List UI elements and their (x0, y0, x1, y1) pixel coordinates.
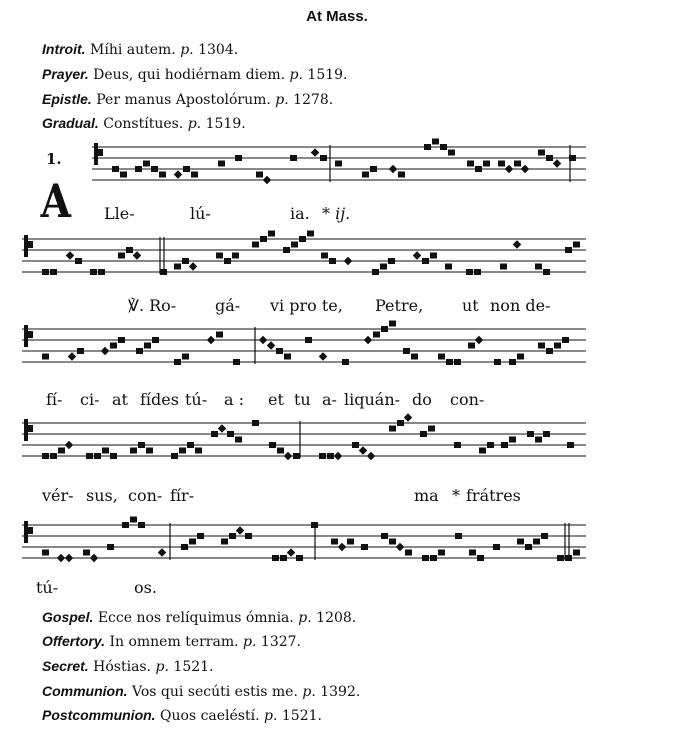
neume-note (120, 172, 127, 178)
neume-note (446, 359, 453, 365)
neume-note (546, 348, 553, 354)
neume-note (466, 269, 473, 275)
neume-note (535, 264, 542, 270)
neume-note (126, 247, 133, 253)
neume-note (221, 539, 228, 545)
page-number: 1519. (307, 67, 348, 83)
neume-note (509, 437, 516, 443)
proper-gospel (42, 608, 356, 627)
neume-note (543, 431, 550, 437)
neume-note (57, 554, 65, 562)
neume-note (468, 343, 475, 349)
neume-note (573, 550, 580, 556)
neume-note (296, 555, 303, 561)
proper-text: Vos qui secúti estis me. (132, 684, 298, 700)
neume-note (335, 161, 342, 167)
clef-glyph (24, 325, 28, 347)
neume-note (146, 448, 153, 454)
neume-note (218, 161, 225, 167)
proper-text: In omnem terram. (109, 634, 239, 650)
neume-note (554, 343, 561, 349)
neume-note (187, 442, 194, 448)
neume-note (181, 544, 188, 550)
neume-note (338, 543, 346, 551)
neume-note (430, 253, 437, 259)
proper-label: Postcommunion. (42, 707, 156, 723)
neume-note (227, 431, 234, 437)
neume-note (75, 258, 82, 264)
neume-note (151, 166, 158, 172)
neume-note (229, 533, 236, 539)
neume-note (454, 359, 461, 365)
neume-note (252, 242, 259, 248)
proper-text: Deus, qui hodiérnam diem. (93, 67, 286, 83)
neume-note (533, 539, 540, 545)
neume-note (319, 352, 327, 360)
neume-note (107, 544, 114, 550)
neume-note (143, 161, 150, 167)
lyric-syllable: fír- (170, 486, 195, 505)
neume-note (565, 247, 572, 253)
neume-note (525, 544, 532, 550)
neume-note (65, 441, 73, 449)
lyric-syllable: a- (322, 390, 337, 409)
neume-note (101, 347, 109, 355)
lyric-syllable: lú- (190, 204, 211, 223)
neume-note (573, 242, 580, 248)
proper-text: Ecce nos relíquimus ómnia. (97, 610, 294, 626)
neume-note (311, 522, 318, 528)
neume-note (283, 247, 290, 253)
lyric-syllable: vér- (42, 486, 74, 505)
neume-note (475, 166, 482, 172)
neume-note (232, 253, 239, 259)
neume-note (118, 253, 125, 259)
lyric-syllable: liquán- (344, 390, 401, 409)
neume-note (159, 172, 166, 178)
proper-text: Quos caeléstí. (160, 708, 260, 724)
neume-note (422, 258, 429, 264)
neume-note (527, 431, 534, 437)
neume-note (174, 170, 182, 178)
neume-note (252, 420, 259, 426)
neume-note (553, 159, 561, 167)
clef-glyph (28, 331, 33, 338)
neume-note (136, 348, 143, 354)
proper-communion (42, 682, 360, 701)
clef-glyph (94, 143, 98, 165)
proper-text: Míhi autem. (90, 42, 176, 58)
neume-note (367, 452, 375, 460)
page-number: 1327. (260, 634, 301, 650)
neume-note (287, 548, 295, 556)
lyric-syllable: ma (414, 486, 439, 505)
neume-note (179, 448, 186, 454)
lyric-syllable: do (412, 390, 432, 409)
neume-note (112, 166, 119, 172)
neume-note (389, 539, 396, 545)
clef-glyph (28, 527, 33, 534)
neume-note (543, 269, 550, 275)
neume-note (267, 341, 275, 349)
lyric-syllable: ia. (290, 204, 310, 223)
neume-note (98, 269, 105, 275)
neume-note (90, 269, 97, 275)
neume-note (364, 336, 372, 344)
page-number: 1521. (173, 659, 214, 675)
neume-note (388, 258, 395, 264)
neume-note (130, 448, 137, 454)
page-abbrev: p. (180, 42, 194, 58)
neume-note (329, 258, 336, 264)
neume-note (195, 448, 202, 454)
neume-note (174, 359, 181, 365)
neume-note (58, 448, 65, 454)
neume-note (236, 526, 244, 534)
lyric-syllable: os. (134, 578, 157, 597)
neume-note (291, 242, 298, 248)
neume-note (373, 332, 380, 338)
neume-note (299, 236, 306, 242)
neume-note (334, 452, 342, 460)
neume-note (224, 258, 231, 264)
neume-note (475, 336, 483, 344)
neume-note (183, 166, 190, 172)
neume-note (138, 522, 145, 528)
neume-note (50, 453, 57, 459)
neume-note (122, 522, 129, 528)
neume-note (565, 555, 572, 561)
lyric-syllable: ℣. Ro- (128, 296, 177, 315)
neume-note (403, 348, 410, 354)
neume-note (197, 533, 204, 539)
lyric-syllable: at (112, 390, 128, 409)
neume-note (307, 231, 314, 237)
lyric-syllable: gá- (215, 296, 241, 315)
neume-note (438, 550, 445, 556)
neume-note (380, 264, 387, 270)
neume-note (438, 354, 445, 360)
neume-note (263, 176, 271, 184)
neume-note (514, 161, 521, 167)
neume-note (352, 442, 359, 448)
neume-note (405, 550, 412, 556)
neume-note (135, 166, 142, 172)
proper-label: Prayer. (42, 66, 89, 82)
page-heading: At Mass. (306, 8, 368, 25)
chant-initial: A (40, 174, 72, 228)
neume-note (235, 437, 242, 443)
neume-note (86, 453, 93, 459)
lyric-syllable: a : (224, 390, 245, 409)
neume-note (370, 166, 377, 172)
page-abbrev: p. (275, 92, 289, 108)
lyric-syllable: tú- (185, 390, 208, 409)
page-number: 1208. (316, 610, 357, 626)
neume-note (269, 442, 276, 448)
proper-text: Hóstias. (93, 659, 152, 675)
neume-note (245, 533, 252, 539)
neume-note (517, 354, 524, 360)
neume-note (397, 420, 404, 426)
neume-note (469, 550, 476, 556)
neume-note (260, 236, 267, 242)
neume-note (66, 251, 74, 259)
lyric-syllable: tu (294, 390, 311, 409)
neume-note (42, 354, 49, 360)
neume-note (118, 337, 125, 343)
neume-note (272, 555, 279, 561)
proper-label: Introit. (42, 41, 86, 57)
neume-note (347, 539, 354, 545)
neume-note (189, 262, 197, 270)
neume-note (327, 453, 334, 459)
neume-note (182, 258, 189, 264)
neume-note (404, 413, 412, 421)
neume-note (94, 453, 101, 459)
neume-note (42, 550, 49, 556)
neume-note (430, 555, 437, 561)
neume-note (372, 269, 379, 275)
neume-note (487, 442, 494, 448)
proper-label: Offertory. (42, 633, 106, 649)
page-number: 1304. (198, 42, 239, 58)
page-abbrev: p. (264, 708, 278, 724)
neume-note (455, 533, 462, 539)
proper-label: Secret. (42, 658, 89, 674)
neume-note (90, 554, 98, 562)
neume-note (381, 326, 388, 332)
neume-note (498, 161, 505, 167)
proper-label: Gospel. (42, 609, 94, 625)
neume-note (389, 321, 396, 327)
neume-note (569, 155, 576, 161)
neume-note (211, 431, 218, 437)
neume-note (493, 544, 500, 550)
neume-note (276, 348, 283, 354)
neume-note (501, 442, 508, 448)
lyric-syllable: fídes (140, 390, 179, 409)
neume-note (216, 253, 223, 259)
neume-note (42, 269, 49, 275)
neume-note (389, 426, 396, 432)
neume-note (235, 155, 242, 161)
proper-secret (42, 657, 214, 676)
page-number: 1392. (320, 684, 361, 700)
neume-note (467, 161, 474, 167)
chant-number: 1. (46, 150, 62, 168)
lyric-syllable: frátres (466, 486, 521, 505)
lyric-syllable: vi pro te, (270, 296, 343, 315)
neume-note (361, 544, 368, 550)
neume-note (280, 555, 287, 561)
neume-note (477, 555, 484, 561)
neume-note (424, 144, 431, 150)
proper-text: Per manus Apostolórum. (96, 92, 271, 108)
neume-note (42, 453, 49, 459)
lyric-syllable: et (268, 390, 284, 409)
neume-note (454, 442, 461, 448)
lyric-syllable: fí- (46, 390, 63, 409)
neume-note (218, 424, 226, 432)
clef-glyph (24, 235, 28, 257)
neume-note (256, 172, 263, 178)
lyric-syllable: sus, (86, 486, 118, 505)
neume-note (77, 348, 84, 354)
neume-note (500, 264, 507, 270)
neume-note (362, 172, 369, 178)
lyric-syllable: non de- (490, 296, 551, 315)
lyric-syllable: Lle- (104, 204, 135, 223)
proper-label: Communion. (42, 683, 128, 699)
neume-note (216, 332, 223, 338)
neume-note (102, 448, 109, 454)
neume-note (290, 155, 297, 161)
neume-note (538, 150, 545, 156)
neume-note (359, 446, 367, 454)
neume-note (138, 442, 145, 448)
neume-note (160, 269, 167, 275)
neume-note (494, 359, 501, 365)
lyric-syllable: ut (462, 296, 479, 315)
clef-glyph (24, 521, 28, 543)
lyric-syllable: ci- (80, 390, 100, 409)
neume-note (259, 336, 267, 344)
neume-note (505, 165, 513, 173)
lyric-syllable: * ij. (322, 204, 351, 223)
neume-note (311, 148, 319, 156)
lyric-syllable: con- (450, 390, 485, 409)
neume-note (440, 144, 447, 150)
neume-note (398, 172, 405, 178)
neume-note (305, 337, 312, 343)
page-number: 1519. (205, 116, 246, 132)
neume-note (331, 539, 338, 545)
neume-note (319, 453, 326, 459)
neume-note (483, 161, 490, 167)
clef-glyph (24, 419, 28, 441)
neume-note (567, 442, 574, 448)
neume-note (171, 453, 178, 459)
neume-note (158, 548, 166, 556)
neume-note (541, 533, 548, 539)
neume-note (68, 352, 76, 360)
neume-note (144, 343, 151, 349)
neume-note (233, 359, 240, 365)
proper-label: Epistle. (42, 91, 92, 107)
lyric-syllable: * (452, 486, 460, 505)
page-number: 1521. (281, 708, 322, 724)
neume-note (50, 269, 57, 275)
page-number: 1278. (293, 92, 334, 108)
neume-note (207, 336, 215, 344)
neume-note (130, 517, 137, 523)
neume-note (557, 555, 564, 561)
neume-note (152, 337, 159, 343)
neume-note (411, 354, 418, 360)
proper-text: Constítues. (103, 116, 184, 132)
neume-note (344, 257, 352, 265)
neume-note (174, 264, 181, 270)
neume-note (277, 448, 284, 454)
neume-note (110, 343, 117, 349)
neume-note (562, 337, 569, 343)
neume-note (538, 343, 545, 349)
page-abbrev: p. (298, 610, 312, 626)
lyric-syllable: tú- (36, 578, 59, 597)
neume-note (521, 165, 529, 173)
neume-note (65, 554, 73, 562)
neume-note (342, 359, 349, 365)
neume-note (321, 253, 328, 259)
neume-note (268, 231, 275, 237)
lyric-syllable: Petre, (375, 296, 424, 315)
page-abbrev: p. (187, 116, 202, 132)
lyric-syllable: con- (128, 486, 163, 505)
neume-note (381, 533, 388, 539)
neume-note (413, 251, 421, 259)
neume-note (479, 448, 486, 454)
neume-note (389, 165, 397, 173)
neume-note (535, 437, 542, 443)
page-abbrev: p. (243, 634, 257, 650)
clef-glyph (98, 149, 103, 156)
neume-note (432, 139, 439, 145)
neume-note (189, 539, 196, 545)
page-abbrev: p. (302, 684, 316, 700)
neume-note (182, 354, 189, 360)
neume-note (83, 550, 90, 556)
neume-note (546, 155, 553, 161)
neume-note (293, 453, 300, 459)
neume-note (320, 155, 327, 161)
neume-note (396, 543, 404, 551)
neume-note (284, 452, 292, 460)
neume-note (474, 269, 481, 275)
page-abbrev: p. (289, 67, 303, 83)
proper-offertory (42, 632, 301, 651)
neume-note (428, 426, 435, 432)
neume-note (133, 251, 141, 259)
neume-note (513, 240, 521, 248)
neume-note (509, 359, 516, 365)
neume-note (422, 555, 429, 561)
proper-label: Gradual. (42, 115, 99, 131)
clef-glyph (28, 241, 33, 248)
neume-note (110, 453, 117, 459)
neume-note (445, 264, 452, 270)
neume-note (191, 172, 198, 178)
neume-note (517, 539, 524, 545)
neume-note (420, 431, 427, 437)
neume-note (284, 354, 291, 360)
neume-note (448, 150, 455, 156)
page-abbrev: p. (155, 659, 169, 675)
clef-glyph (28, 425, 33, 432)
proper-postcommunion (42, 706, 322, 725)
